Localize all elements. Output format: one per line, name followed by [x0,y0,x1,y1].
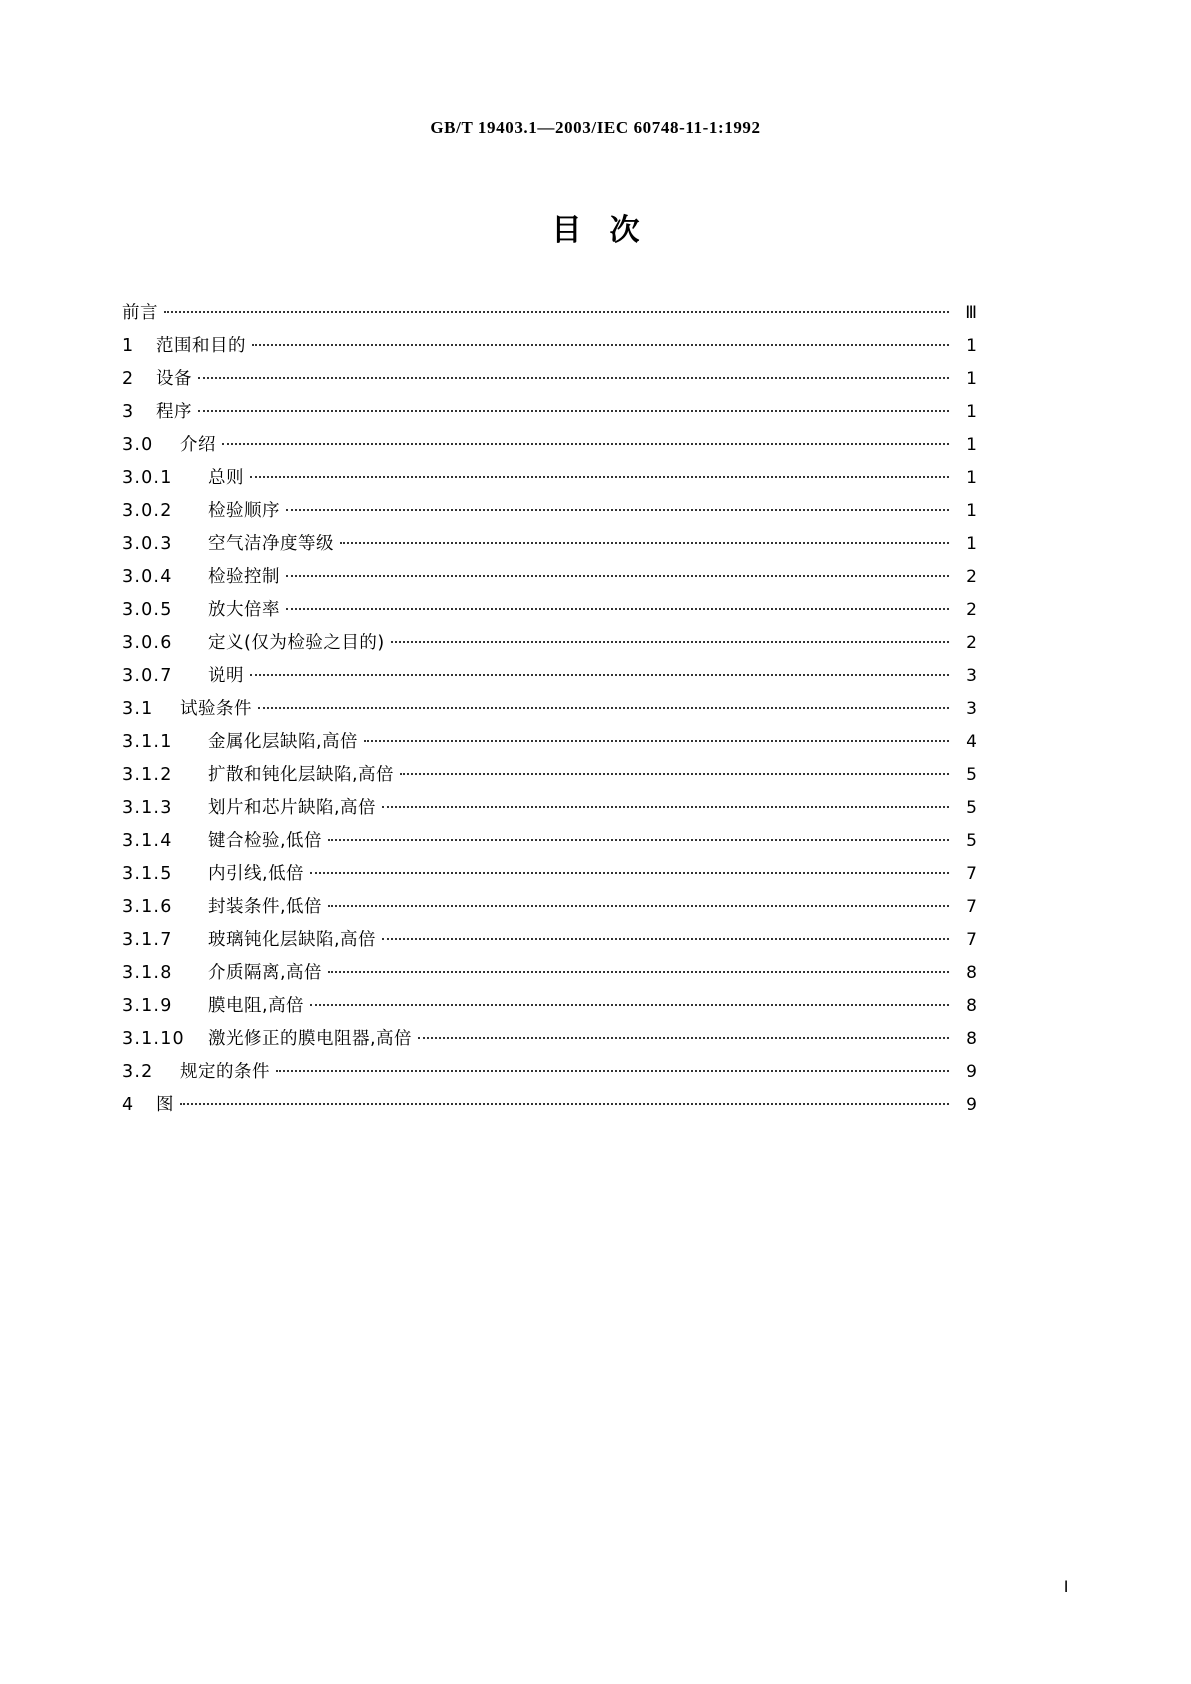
toc-entry-label: 玻璃钝化层缺陷,高倍 [208,930,377,950]
toc-entry-page: 7 [966,864,977,884]
toc-entry[interactable] [122,528,977,561]
toc-entry-page: 3 [966,666,977,686]
toc-entry-label: 总则 [208,468,244,488]
toc-leader-dots [310,993,949,1011]
toc-entry-label: 说明 [208,666,244,686]
toc-entry-number: 3.1.6 [122,897,173,917]
toc-entry-number: 3.1 [122,699,154,719]
toc-entry-number: 3.0.3 [122,534,173,554]
toc-entry-page: 2 [966,600,977,620]
toc-entry-number: 3.0.5 [122,600,173,620]
toc-entry[interactable] [122,297,977,330]
toc-entry-label: 检验控制 [208,567,280,587]
toc-entry-page: 1 [966,468,977,488]
toc-entry[interactable] [122,990,977,1023]
toc-leader-dots [250,465,949,483]
toc-leader-dots [418,1026,949,1044]
toc-entry-label: 封装条件,低倍 [208,897,323,917]
toc-leader-dots [328,894,949,912]
toc-entry-page: 1 [966,369,977,389]
toc-entry-number: 3 [122,402,135,422]
toc-leader-dots [198,366,949,384]
toc-entry-page: 8 [966,963,977,983]
toc-entry-number: 3.1.1 [122,732,173,752]
toc-entry-page: 3 [966,699,977,719]
toc-entry-label: 规定的条件 [180,1062,270,1082]
toc-entry-label: 键合检验,低倍 [208,831,323,851]
toc-entry-number: 3.1.7 [122,930,173,950]
toc-entry[interactable] [122,891,977,924]
toc-entry-label: 试验条件 [180,699,252,719]
toc-leader-dots [400,762,949,780]
toc-entry-page: 8 [966,1029,977,1049]
toc-entry-number: 3.0.4 [122,567,173,587]
toc-entry-label: 内引线,低倍 [208,864,305,884]
toc-entry[interactable] [122,462,977,495]
toc-leader-dots [180,1092,949,1110]
toc-entry-page: Ⅲ [965,303,977,323]
toc-entry-page: 9 [966,1095,977,1115]
toc-entry-label: 金属化层缺陷,高倍 [208,732,359,752]
toc-entry-page: 2 [966,633,977,653]
toc-leader-dots [198,399,949,417]
toc-entry-number: 3.0.6 [122,633,173,653]
toc-entry-number: 2 [122,369,135,389]
toc-entry-page: 5 [966,831,977,851]
toc-entry-number: 3.1.10 [122,1029,185,1049]
toc-entry[interactable] [122,660,977,693]
toc-entry[interactable] [122,627,977,660]
toc-entry-number: 3.1.9 [122,996,173,1016]
toc-entry[interactable] [122,561,977,594]
toc-leader-dots [310,861,949,879]
toc-entry[interactable] [122,726,977,759]
toc-entry-label: 扩散和钝化层缺陷,高倍 [208,765,395,785]
page-title: 目次 [551,213,668,248]
toc-entry[interactable] [122,1023,977,1056]
toc-entry[interactable] [122,396,977,429]
toc-entry-page: 1 [966,534,977,554]
toc-entry-number: 3.0 [122,435,154,455]
toc-entry[interactable] [122,363,977,396]
toc-entry-number: 3.2 [122,1062,154,1082]
toc-entry[interactable] [122,825,977,858]
toc-leader-dots [340,531,949,549]
footer-page-number: Ⅰ [1063,1577,1069,1596]
toc-leader-dots [328,828,949,846]
toc-entry-number: 3.1.2 [122,765,173,785]
toc-entry-label: 设备 [156,369,192,389]
toc-entry-page: 7 [966,897,977,917]
toc-entry[interactable] [122,594,977,627]
toc-leader-dots [250,663,949,681]
toc-entry[interactable] [122,759,977,792]
toc-entry-number: 3.0.1 [122,468,173,488]
toc-entry[interactable] [122,924,977,957]
toc-entry-label: 空气洁净度等级 [208,534,334,554]
toc-entry-page: 9 [966,1062,977,1082]
toc-entry-label: 介绍 [180,435,216,455]
toc-entry-label: 定义(仅为检验之目的) [208,633,385,653]
toc-leader-dots [286,498,949,516]
toc-entry-label: 介质隔离,高倍 [208,963,323,983]
toc-leader-dots [364,729,949,747]
toc-entry-page: 7 [966,930,977,950]
toc-entry[interactable] [122,429,977,462]
toc-entry-label: 放大倍率 [208,600,280,620]
toc-entry-number: 3.1.5 [122,864,173,884]
toc-entry-number: 3.0.2 [122,501,173,521]
toc-entry-number: 3.1.4 [122,831,173,851]
toc-leader-dots [382,927,949,945]
toc-entry-page: 2 [966,567,977,587]
toc-entry-number: 3.1.8 [122,963,173,983]
toc-entry-number: 1 [122,336,135,356]
toc-entry[interactable] [122,858,977,891]
toc-leader-dots [276,1059,949,1077]
toc-leader-dots [391,630,949,648]
table-of-contents [122,297,977,1122]
toc-entry-label: 划片和芯片缺陷,高倍 [208,798,377,818]
toc-leader-dots [328,960,949,978]
toc-entry-label: 膜电阻,高倍 [208,996,305,1016]
toc-leader-dots [286,597,949,615]
toc-leader-dots [252,333,949,351]
toc-entry[interactable] [122,1056,977,1089]
toc-entry[interactable] [122,330,977,363]
toc-entry-page: 4 [966,732,977,752]
toc-entry-label: 激光修正的膜电阻器,高倍 [208,1029,413,1049]
toc-leader-dots [286,564,949,582]
toc-leader-dots [222,432,949,450]
toc-entry-label: 图 [156,1095,174,1115]
toc-entry-page: 1 [966,336,977,356]
toc-entry-page: 1 [966,501,977,521]
toc-leader-dots [164,300,949,318]
toc-entry-label: 检验顺序 [208,501,280,521]
toc-entry-page: 8 [966,996,977,1016]
toc-entry-label: 前言 [122,303,158,323]
toc-entry-page: 5 [966,798,977,818]
toc-leader-dots [382,795,949,813]
toc-entry-page: 1 [966,435,977,455]
toc-entry[interactable] [122,693,977,726]
toc-entry[interactable] [122,957,977,990]
standard-code-header: GB/T 19403.1—2003/IEC 60748-11-1:1992 [430,118,761,137]
toc-entry[interactable] [122,792,977,825]
toc-entry-label: 范围和目的 [156,336,246,356]
toc-entry[interactable] [122,1089,977,1122]
toc-entry[interactable] [122,495,977,528]
toc-entry-page: 1 [966,402,977,422]
toc-entry-number: 3.1.3 [122,798,173,818]
toc-entry-number: 3.0.7 [122,666,173,686]
toc-leader-dots [258,696,949,714]
toc-entry-page: 5 [966,765,977,785]
toc-entry-number: 4 [122,1095,135,1115]
toc-entry-label: 程序 [156,402,192,422]
